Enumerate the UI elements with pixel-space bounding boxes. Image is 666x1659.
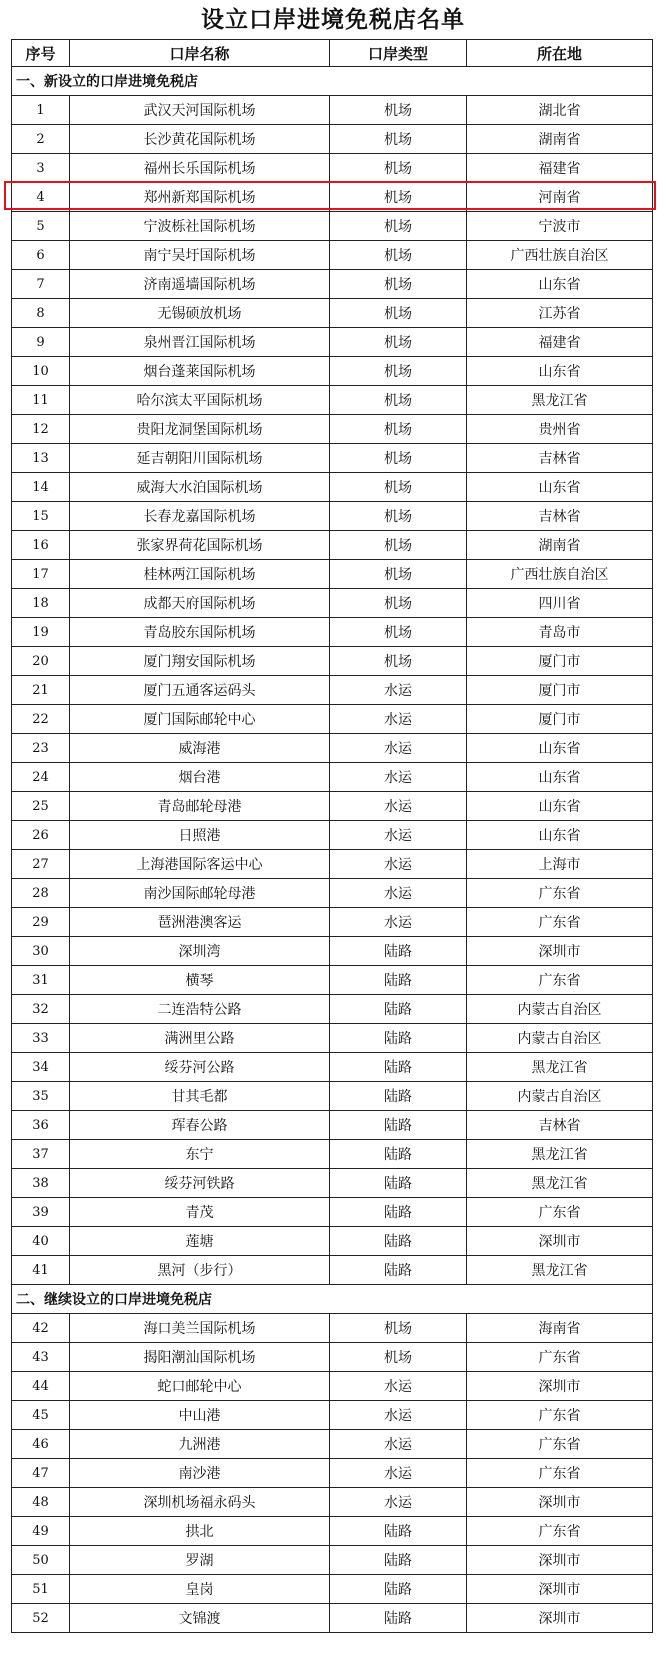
cell-port-name: 延吉朝阳川国际机场 bbox=[70, 444, 330, 473]
cell-port-type: 机场 bbox=[330, 241, 467, 270]
cell-serial-number: 14 bbox=[12, 473, 70, 502]
cell-port-type: 机场 bbox=[330, 444, 467, 473]
table-row bbox=[12, 270, 653, 299]
cell-serial-number: 2 bbox=[12, 125, 70, 154]
table-header-row bbox=[12, 40, 653, 67]
cell-port-name: 长春龙嘉国际机场 bbox=[70, 502, 330, 531]
cell-port-name: 贵阳龙洞堡国际机场 bbox=[70, 415, 330, 444]
table-row bbox=[12, 531, 653, 560]
table-row bbox=[12, 937, 653, 966]
cell-port-type: 水运 bbox=[330, 1488, 467, 1517]
table-row bbox=[12, 647, 653, 676]
table-row bbox=[12, 705, 653, 734]
cell-serial-number: 16 bbox=[12, 531, 70, 560]
cell-port-name: 深圳湾 bbox=[70, 937, 330, 966]
cell-location: 湖北省 bbox=[467, 96, 653, 125]
cell-location: 厦门市 bbox=[467, 705, 653, 734]
cell-serial-number: 26 bbox=[12, 821, 70, 850]
table-row bbox=[12, 1024, 653, 1053]
cell-location: 黑龙江省 bbox=[467, 1053, 653, 1082]
table-row bbox=[12, 1575, 653, 1604]
cell-port-name: 皇岗 bbox=[70, 1575, 330, 1604]
cell-location: 四川省 bbox=[467, 589, 653, 618]
cell-port-type: 陆路 bbox=[330, 1227, 467, 1256]
cell-port-name: 琶洲港澳客运 bbox=[70, 908, 330, 937]
table-row bbox=[12, 763, 653, 792]
cell-port-type: 陆路 bbox=[330, 937, 467, 966]
cell-serial-number: 10 bbox=[12, 357, 70, 386]
cell-port-type: 机场 bbox=[330, 96, 467, 125]
table-row bbox=[12, 386, 653, 415]
cell-port-type: 水运 bbox=[330, 1372, 467, 1401]
cell-serial-number: 3 bbox=[12, 154, 70, 183]
cell-location: 吉林省 bbox=[467, 502, 653, 531]
cell-port-type: 机场 bbox=[330, 618, 467, 647]
cell-location: 广东省 bbox=[467, 1517, 653, 1546]
cell-port-name: 青茂 bbox=[70, 1198, 330, 1227]
cell-location: 山东省 bbox=[467, 734, 653, 763]
cell-port-type: 陆路 bbox=[330, 1198, 467, 1227]
cell-location: 广东省 bbox=[467, 1401, 653, 1430]
cell-serial-number: 9 bbox=[12, 328, 70, 357]
cell-port-name: 哈尔滨太平国际机场 bbox=[70, 386, 330, 415]
cell-port-name: 泉州晋江国际机场 bbox=[70, 328, 330, 357]
table-row bbox=[12, 1082, 653, 1111]
table-row bbox=[12, 1546, 653, 1575]
table-row bbox=[12, 1256, 653, 1285]
cell-serial-number: 38 bbox=[12, 1169, 70, 1198]
cell-port-name: 黑河（步行） bbox=[70, 1256, 330, 1285]
cell-port-type: 陆路 bbox=[330, 966, 467, 995]
cell-location: 深圳市 bbox=[467, 1488, 653, 1517]
header-port-name: 口岸名称 bbox=[70, 40, 330, 67]
cell-port-type: 陆路 bbox=[330, 1111, 467, 1140]
cell-location: 湖南省 bbox=[467, 125, 653, 154]
cell-port-type: 水运 bbox=[330, 821, 467, 850]
table-row bbox=[12, 1430, 653, 1459]
cell-port-name: 厦门国际邮轮中心 bbox=[70, 705, 330, 734]
cell-location: 吉林省 bbox=[467, 444, 653, 473]
cell-port-name: 蛇口邮轮中心 bbox=[70, 1372, 330, 1401]
table-row bbox=[12, 1488, 653, 1517]
cell-port-name: 张家界荷花国际机场 bbox=[70, 531, 330, 560]
cell-serial-number: 41 bbox=[12, 1256, 70, 1285]
cell-serial-number: 27 bbox=[12, 850, 70, 879]
cell-location: 福建省 bbox=[467, 154, 653, 183]
cell-port-name: 南沙港 bbox=[70, 1459, 330, 1488]
port-list-table bbox=[11, 39, 653, 1633]
cell-serial-number: 48 bbox=[12, 1488, 70, 1517]
cell-port-type: 机场 bbox=[330, 502, 467, 531]
cell-port-type: 机场 bbox=[330, 212, 467, 241]
cell-port-type: 陆路 bbox=[330, 1517, 467, 1546]
cell-serial-number: 30 bbox=[12, 937, 70, 966]
cell-location: 山东省 bbox=[467, 473, 653, 502]
cell-port-type: 陆路 bbox=[330, 1604, 467, 1633]
table-row bbox=[12, 1198, 653, 1227]
cell-location: 广东省 bbox=[467, 908, 653, 937]
cell-port-type: 机场 bbox=[330, 1343, 467, 1372]
cell-port-type: 机场 bbox=[330, 183, 467, 212]
cell-port-type: 机场 bbox=[330, 589, 467, 618]
table-row bbox=[12, 676, 653, 705]
cell-port-type: 水运 bbox=[330, 1459, 467, 1488]
cell-port-type: 水运 bbox=[330, 676, 467, 705]
cell-serial-number: 20 bbox=[12, 647, 70, 676]
cell-serial-number: 44 bbox=[12, 1372, 70, 1401]
cell-location: 广东省 bbox=[467, 1430, 653, 1459]
cell-serial-number: 12 bbox=[12, 415, 70, 444]
cell-port-type: 水运 bbox=[330, 879, 467, 908]
cell-serial-number: 23 bbox=[12, 734, 70, 763]
cell-location: 广东省 bbox=[467, 966, 653, 995]
table-row bbox=[12, 299, 653, 328]
cell-port-name: 武汉天河国际机场 bbox=[70, 96, 330, 125]
cell-serial-number: 49 bbox=[12, 1517, 70, 1546]
table-row bbox=[12, 444, 653, 473]
cell-serial-number: 17 bbox=[12, 560, 70, 589]
cell-location: 厦门市 bbox=[467, 647, 653, 676]
cell-port-type: 水运 bbox=[330, 1430, 467, 1459]
cell-port-name: 成都天府国际机场 bbox=[70, 589, 330, 618]
table-row bbox=[12, 328, 653, 357]
cell-port-name: 长沙黄花国际机场 bbox=[70, 125, 330, 154]
cell-serial-number: 4 bbox=[12, 183, 70, 212]
table-row bbox=[12, 1459, 653, 1488]
table-row bbox=[12, 1372, 653, 1401]
cell-port-type: 陆路 bbox=[330, 1169, 467, 1198]
cell-port-name: 烟台港 bbox=[70, 763, 330, 792]
cell-port-type: 水运 bbox=[330, 1401, 467, 1430]
cell-port-type: 陆路 bbox=[330, 1053, 467, 1082]
table-row bbox=[12, 357, 653, 386]
cell-port-type: 机场 bbox=[330, 270, 467, 299]
cell-port-name: 二连浩特公路 bbox=[70, 995, 330, 1024]
cell-port-type: 机场 bbox=[330, 357, 467, 386]
cell-location: 内蒙古自治区 bbox=[467, 1082, 653, 1111]
cell-location: 深圳市 bbox=[467, 1372, 653, 1401]
cell-location: 广东省 bbox=[467, 1459, 653, 1488]
cell-serial-number: 43 bbox=[12, 1343, 70, 1372]
cell-serial-number: 37 bbox=[12, 1140, 70, 1169]
table-row bbox=[12, 1517, 653, 1546]
cell-serial-number: 52 bbox=[12, 1604, 70, 1633]
table-row bbox=[12, 154, 653, 183]
table-row bbox=[12, 473, 653, 502]
cell-port-name: 中山港 bbox=[70, 1401, 330, 1430]
cell-serial-number: 33 bbox=[12, 1024, 70, 1053]
table-row bbox=[12, 879, 653, 908]
cell-port-name: 海口美兰国际机场 bbox=[70, 1314, 330, 1343]
cell-port-type: 机场 bbox=[330, 647, 467, 676]
cell-port-type: 陆路 bbox=[330, 1575, 467, 1604]
cell-port-name: 珲春公路 bbox=[70, 1111, 330, 1140]
cell-serial-number: 28 bbox=[12, 879, 70, 908]
cell-port-name: 青岛邮轮母港 bbox=[70, 792, 330, 821]
cell-location: 贵州省 bbox=[467, 415, 653, 444]
cell-location: 深圳市 bbox=[467, 1575, 653, 1604]
table-row bbox=[12, 1169, 653, 1198]
cell-port-type: 机场 bbox=[330, 473, 467, 502]
cell-port-type: 机场 bbox=[330, 415, 467, 444]
cell-port-name: 上海港国际客运中心 bbox=[70, 850, 330, 879]
cell-port-type: 机场 bbox=[330, 386, 467, 415]
cell-port-name: 绥芬河铁路 bbox=[70, 1169, 330, 1198]
cell-serial-number: 51 bbox=[12, 1575, 70, 1604]
cell-location: 广东省 bbox=[467, 1343, 653, 1372]
cell-port-name: 甘其毛都 bbox=[70, 1082, 330, 1111]
cell-serial-number: 40 bbox=[12, 1227, 70, 1256]
cell-port-name: 威海港 bbox=[70, 734, 330, 763]
cell-location: 山东省 bbox=[467, 270, 653, 299]
cell-port-type: 陆路 bbox=[330, 1082, 467, 1111]
table-row bbox=[12, 1053, 653, 1082]
header-serial-number: 序号 bbox=[12, 40, 70, 67]
cell-port-name: 日照港 bbox=[70, 821, 330, 850]
cell-serial-number: 13 bbox=[12, 444, 70, 473]
cell-serial-number: 46 bbox=[12, 1430, 70, 1459]
cell-port-name: 拱北 bbox=[70, 1517, 330, 1546]
cell-serial-number: 15 bbox=[12, 502, 70, 531]
cell-location: 深圳市 bbox=[467, 1227, 653, 1256]
cell-port-type: 水运 bbox=[330, 908, 467, 937]
cell-location: 上海市 bbox=[467, 850, 653, 879]
cell-port-type: 陆路 bbox=[330, 1546, 467, 1575]
table-row bbox=[12, 850, 653, 879]
table-body bbox=[12, 67, 653, 1633]
cell-serial-number: 19 bbox=[12, 618, 70, 647]
cell-serial-number: 31 bbox=[12, 966, 70, 995]
cell-serial-number: 1 bbox=[12, 96, 70, 125]
cell-location: 深圳市 bbox=[467, 937, 653, 966]
cell-location: 黑龙江省 bbox=[467, 1256, 653, 1285]
cell-port-type: 陆路 bbox=[330, 995, 467, 1024]
cell-location: 广东省 bbox=[467, 1198, 653, 1227]
cell-port-name: 绥芬河公路 bbox=[70, 1053, 330, 1082]
cell-location: 青岛市 bbox=[467, 618, 653, 647]
cell-serial-number: 45 bbox=[12, 1401, 70, 1430]
cell-port-name: 烟台蓬莱国际机场 bbox=[70, 357, 330, 386]
cell-serial-number: 50 bbox=[12, 1546, 70, 1575]
cell-location: 河南省 bbox=[467, 183, 653, 212]
cell-location: 广东省 bbox=[467, 879, 653, 908]
cell-port-name: 南宁吴圩国际机场 bbox=[70, 241, 330, 270]
cell-location: 吉林省 bbox=[467, 1111, 653, 1140]
cell-port-type: 机场 bbox=[330, 299, 467, 328]
cell-port-name: 威海大水泊国际机场 bbox=[70, 473, 330, 502]
cell-serial-number: 8 bbox=[12, 299, 70, 328]
cell-serial-number: 7 bbox=[12, 270, 70, 299]
table-row bbox=[12, 1227, 653, 1256]
table-row bbox=[12, 560, 653, 589]
cell-port-type: 机场 bbox=[330, 560, 467, 589]
cell-serial-number: 25 bbox=[12, 792, 70, 821]
cell-serial-number: 35 bbox=[12, 1082, 70, 1111]
section-heading: 一、新设立的口岸进境免税店 bbox=[12, 67, 653, 96]
cell-location: 山东省 bbox=[467, 821, 653, 850]
cell-serial-number: 5 bbox=[12, 212, 70, 241]
cell-port-name: 厦门五通客运码头 bbox=[70, 676, 330, 705]
table-row bbox=[12, 966, 653, 995]
cell-port-type: 陆路 bbox=[330, 1256, 467, 1285]
cell-serial-number: 6 bbox=[12, 241, 70, 270]
cell-serial-number: 11 bbox=[12, 386, 70, 415]
cell-port-type: 机场 bbox=[330, 125, 467, 154]
cell-port-type: 机场 bbox=[330, 154, 467, 183]
cell-port-type: 机场 bbox=[330, 531, 467, 560]
cell-serial-number: 32 bbox=[12, 995, 70, 1024]
cell-serial-number: 21 bbox=[12, 676, 70, 705]
cell-port-type: 水运 bbox=[330, 763, 467, 792]
section-heading: 二、继续设立的口岸进境免税店 bbox=[12, 1285, 653, 1314]
table-row bbox=[12, 212, 653, 241]
cell-port-type: 水运 bbox=[330, 705, 467, 734]
cell-port-name: 罗湖 bbox=[70, 1546, 330, 1575]
cell-location: 黑龙江省 bbox=[467, 386, 653, 415]
table-row bbox=[12, 618, 653, 647]
cell-location: 内蒙古自治区 bbox=[467, 1024, 653, 1053]
table-row bbox=[12, 1140, 653, 1169]
cell-serial-number: 47 bbox=[12, 1459, 70, 1488]
document-title: 设立口岸进境免税店名单 bbox=[201, 6, 465, 33]
cell-serial-number: 29 bbox=[12, 908, 70, 937]
cell-port-name: 无锡硕放机场 bbox=[70, 299, 330, 328]
cell-serial-number: 22 bbox=[12, 705, 70, 734]
section-heading-row bbox=[12, 1285, 653, 1314]
table-row bbox=[12, 589, 653, 618]
cell-location: 山东省 bbox=[467, 763, 653, 792]
table-row bbox=[12, 241, 653, 270]
cell-port-name: 郑州新郑国际机场 bbox=[70, 183, 330, 212]
cell-serial-number: 36 bbox=[12, 1111, 70, 1140]
cell-port-type: 陆路 bbox=[330, 1140, 467, 1169]
cell-serial-number: 34 bbox=[12, 1053, 70, 1082]
cell-port-name: 东宁 bbox=[70, 1140, 330, 1169]
header-port-type: 口岸类型 bbox=[330, 40, 467, 67]
cell-location: 海南省 bbox=[467, 1314, 653, 1343]
cell-location: 内蒙古自治区 bbox=[467, 995, 653, 1024]
table-row bbox=[12, 1314, 653, 1343]
cell-port-name: 莲塘 bbox=[70, 1227, 330, 1256]
cell-location: 宁波市 bbox=[467, 212, 653, 241]
cell-port-name: 宁波栎社国际机场 bbox=[70, 212, 330, 241]
cell-port-name: 满洲里公路 bbox=[70, 1024, 330, 1053]
table-row bbox=[12, 125, 653, 154]
cell-port-name: 横琴 bbox=[70, 966, 330, 995]
cell-location: 江苏省 bbox=[467, 299, 653, 328]
cell-port-name: 文锦渡 bbox=[70, 1604, 330, 1633]
table-row bbox=[12, 734, 653, 763]
cell-serial-number: 42 bbox=[12, 1314, 70, 1343]
table-row bbox=[12, 1401, 653, 1430]
table-row bbox=[12, 1343, 653, 1372]
cell-location: 深圳市 bbox=[467, 1546, 653, 1575]
table-row bbox=[12, 908, 653, 937]
cell-port-name: 青岛胶东国际机场 bbox=[70, 618, 330, 647]
cell-location: 山东省 bbox=[467, 357, 653, 386]
cell-location: 湖南省 bbox=[467, 531, 653, 560]
cell-port-name: 济南遥墙国际机场 bbox=[70, 270, 330, 299]
cell-serial-number: 24 bbox=[12, 763, 70, 792]
cell-port-name: 福州长乐国际机场 bbox=[70, 154, 330, 183]
cell-location: 福建省 bbox=[467, 328, 653, 357]
table-row bbox=[12, 792, 653, 821]
table-row bbox=[12, 995, 653, 1024]
cell-location: 黑龙江省 bbox=[467, 1140, 653, 1169]
table-row bbox=[12, 1604, 653, 1633]
cell-port-type: 陆路 bbox=[330, 1024, 467, 1053]
cell-port-type: 机场 bbox=[330, 1314, 467, 1343]
cell-port-type: 水运 bbox=[330, 734, 467, 763]
cell-port-type: 水运 bbox=[330, 792, 467, 821]
cell-port-name: 深圳机场福永码头 bbox=[70, 1488, 330, 1517]
table-row bbox=[12, 502, 653, 531]
table-row bbox=[12, 96, 653, 125]
cell-serial-number: 39 bbox=[12, 1198, 70, 1227]
cell-port-name: 九洲港 bbox=[70, 1430, 330, 1459]
cell-location: 广西壮族自治区 bbox=[467, 241, 653, 270]
cell-port-type: 机场 bbox=[330, 328, 467, 357]
cell-port-name: 南沙国际邮轮母港 bbox=[70, 879, 330, 908]
cell-port-name: 揭阳潮汕国际机场 bbox=[70, 1343, 330, 1372]
cell-port-name: 厦门翔安国际机场 bbox=[70, 647, 330, 676]
cell-location: 黑龙江省 bbox=[467, 1169, 653, 1198]
cell-port-name: 桂林两江国际机场 bbox=[70, 560, 330, 589]
cell-location: 深圳市 bbox=[467, 1604, 653, 1633]
cell-serial-number: 18 bbox=[12, 589, 70, 618]
header-location: 所在地 bbox=[467, 40, 653, 67]
cell-location: 山东省 bbox=[467, 792, 653, 821]
table-row bbox=[12, 183, 653, 212]
cell-location: 厦门市 bbox=[467, 676, 653, 705]
cell-port-type: 水运 bbox=[330, 850, 467, 879]
table-row bbox=[12, 1111, 653, 1140]
table-row bbox=[12, 415, 653, 444]
section-heading-row bbox=[12, 67, 653, 96]
table-row bbox=[12, 821, 653, 850]
cell-location: 广西壮族自治区 bbox=[467, 560, 653, 589]
